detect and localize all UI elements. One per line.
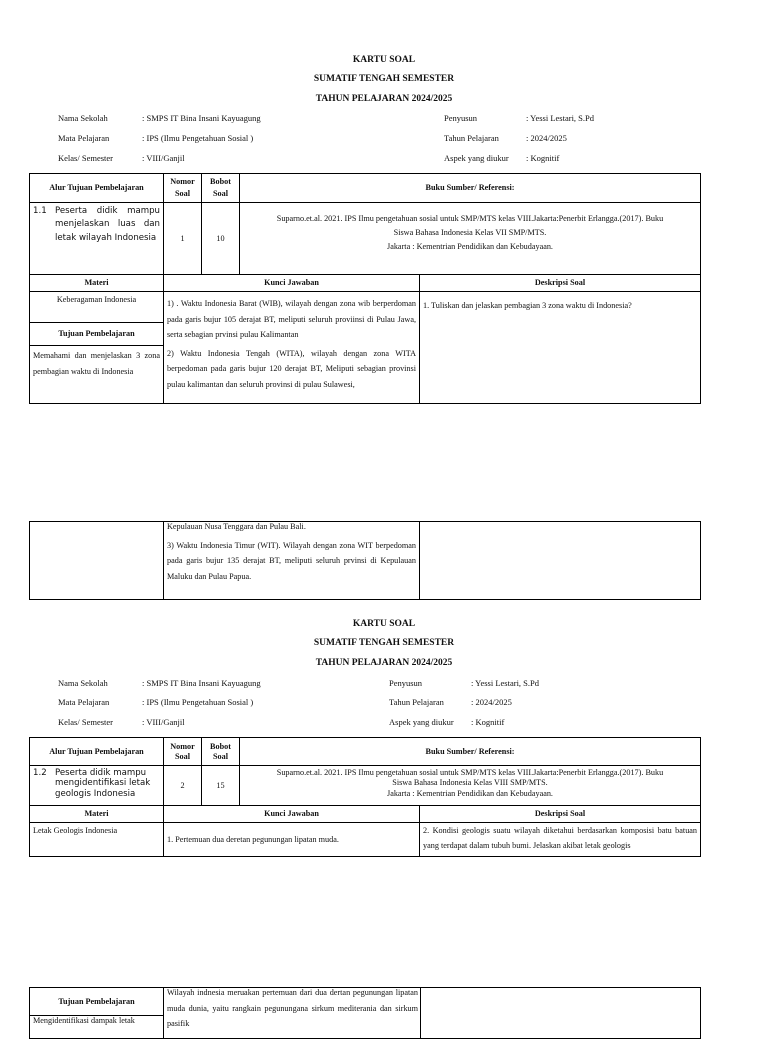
reference-cell [240,203,701,275]
kunci-cont-line: Kepulauan Nusa Tenggara dan Pulau Bali. [167,522,306,531]
school-value: : SMPS IT Bina Insani Kayuagung [142,113,261,123]
col-bobot-header-2: Bobot Soal [202,738,240,766]
card1-table [29,173,701,404]
aspect-value-2: : Kognitif [471,717,505,727]
col-buku-header-2: Buku Sumber/ Referensi: [240,738,701,766]
teach-year-label: Tahun Pelajaran [444,133,499,143]
bobot-soal: 10 [202,203,240,275]
subject-label: Mata Pelajaran [58,133,110,143]
class-value-2: : VIII/Ganjil [142,717,185,727]
col-desk-header: Deskripsi Soal [420,275,701,292]
subject-label-2: Mata Pelajaran [58,697,110,707]
teach-year-label-2: Tahun Pelajaran [389,697,444,707]
col-atp-header-2: Alur Tujuan Pembelajaran [30,738,164,766]
card2-year: TAHUN PELAJARAN 2024/2025 [315,658,453,668]
desk-cell-2: 2. Kondisi geologis suatu wilayah diketahui berdasarkan komposisi batu batuan yang terdapat dalam tubuh bumi. Jelaskan akibat letak geologis [420,822,701,856]
col-atp-header: Alur Tujuan Pembelajaran [30,174,164,203]
col-kunci-header: Kunci Jawaban [164,275,420,292]
author-label-2: Penyusun [389,678,423,688]
reference-line-3: Jakarta : Kementrian Pendidikan dan Kebudayaan. [387,241,553,251]
tp-text-2: Mengidentifikasi dampak letak [33,1016,135,1025]
tp-label: Tujuan Pembelajaran [30,322,163,346]
kunci-1: 1) . Waktu Indonesia Barat (WIB), wilayah dengan zona wib berperdoman pada garis bujur 105 derajat BT, meliputi seluruh proviinsi di Pulau Jawa, serta sebagian prvinsi pulau Kalimantan [167,299,416,340]
cont-desk-cell [420,522,701,600]
card2-title: KARTU SOAL [352,619,416,629]
card2-subtitle: SUMATIF TENGAH SEMESTER [313,638,455,648]
tp-label-2: Tujuan Pembelajaran [58,997,135,1006]
col-kunci-header-2: Kunci Jawaban [164,806,420,823]
reference-line-1: Suparno.et.al. 2021. IPS Ilmu pengetahuan sosial untuk SMP/MTS kelas VIII.Jakarta:Penerbit Erlangga.(2017). Buku [276,214,664,223]
author-label: Penyusun [444,113,478,123]
col-nomor-header: Nomor Soal [164,174,202,203]
aspect-value: : Kognitif [526,153,560,163]
bobot-soal-2: 15 [202,766,240,806]
kunci-cell [164,292,420,404]
class-label-2: Kelas/ Semester [58,717,113,727]
kunci-2: 2) Waktu Indonesia Tengah (WITA), wilayah dengan zona WITA berpedoman pada garis bujur 120 derajat BT, Meliputi sebagian provinsi pulau kalimantan dan seluruh provinsi di pulau Sulawesi, [167,348,416,389]
author-value-2: : Yessi Lestari, S.Pd [471,678,540,688]
kunci-3: 3) Waktu Indonesia Timur (WIT). Wilayah dengan zona WIT berpedoman pada garis bujur 135 derajat BT, meliputi seluruh prvinsi di Kepulauan Maluku dan Pulau Papua. [167,540,416,581]
atp-text-2: Peserta didik mampu mengidentifikasi letak geologis Indonesia [55,768,151,799]
col-desk-header-2: Deskripsi Soal [420,806,701,823]
school-label: Nama Sekolah [58,113,108,123]
cont-kunci-cell [164,522,420,600]
card2-continuation-box [29,987,701,1039]
reference-line-3-2: Jakarta : Kementrian Pendidikan dan Kebudayaan. [387,788,553,798]
nomor-soal: 1 [164,203,202,275]
reference-line-2-2: Siswa Bahasa Indonesia Kelas VIII SMP/MTS. [392,778,548,788]
reference-line-2: Siswa Bahasa Indonesia Kelas VII SMP/MTS. [393,227,547,237]
atp-text: Peserta didik mampu menjelaskan luas dan letak wilayah Indonesia [55,206,160,243]
desk-text: 1. Tuliskan dan jelaskan pembagian 3 zona waktu di Indonesia? [423,301,632,310]
atp-cell-2 [30,766,164,806]
aspect-label-2: Aspek yang diukur [389,717,454,727]
card1-title: KARTU SOAL [352,55,416,65]
col-buku-header: Buku Sumber/ Referensi: [240,174,701,203]
col-materi-header: Materi [30,275,164,292]
materi-cell [30,292,164,404]
teach-year-value-2: : 2024/2025 [471,697,512,707]
desk-cell [420,292,701,404]
card2-table [29,737,701,857]
reference-line-1-2: Suparno.et.al. 2021. IPS Ilmu pengetahuan sosial untuk SMP/MTS kelas VIII.Jakarta:Penerbit Erlangga.(2017). Buku [276,768,664,777]
materi-cell-2: Letak Geologis Indonesia [30,822,164,856]
kunci-cell-2: 1. Pertemuan dua deretan pegunungan lipatan muda. [164,822,420,856]
col-materi-header-2: Materi [30,806,164,823]
atp-number-2: 1.2 [33,768,47,778]
subject-value: : IPS (Ilmu Pengetahuan Sosial ) [142,133,254,143]
nomor-soal-2: 2 [164,766,202,806]
col-bobot-header: Bobot Soal [202,174,240,203]
materi-text: Keberagaman Indonesia [56,295,137,304]
atp-number: 1.1 [33,206,47,216]
aspect-label: Aspek yang diukur [444,153,509,163]
cont-materi-cell [30,522,164,600]
col-nomor-header-2: Nomor Soal [164,738,202,766]
atp-cell [30,203,164,275]
kunci-cont-2: Wilayah indnesia meruakan pertemuan dari dua dertan pegunungan lipatan muda dunia, yaitu rangkain pegunungana sirkum mediterania dan sirkum pasifik [167,988,418,1029]
card1-subtitle: SUMATIF TENGAH SEMESTER [313,74,455,84]
reference-cell-2 [240,766,701,806]
card1-year: TAHUN PELAJARAN 2024/2025 [315,94,453,104]
teach-year-value: : 2024/2025 [526,133,567,143]
author-value: : Yessi Lestari, S.Pd [526,113,595,123]
school-value-2: : SMPS IT Bina Insani Kayuagung [142,678,261,688]
school-label-2: Nama Sekolah [58,678,108,688]
class-value: : VIII/Ganjil [142,153,185,163]
card1-continuation-table [29,521,701,600]
tp-text: Memahami dan menjelaskan 3 zona pembagian waktu di Indonesia [33,351,160,376]
class-label: Kelas/ Semester [58,153,113,163]
subject-value-2: : IPS (Ilmu Pengetahuan Sosial ) [142,697,254,707]
